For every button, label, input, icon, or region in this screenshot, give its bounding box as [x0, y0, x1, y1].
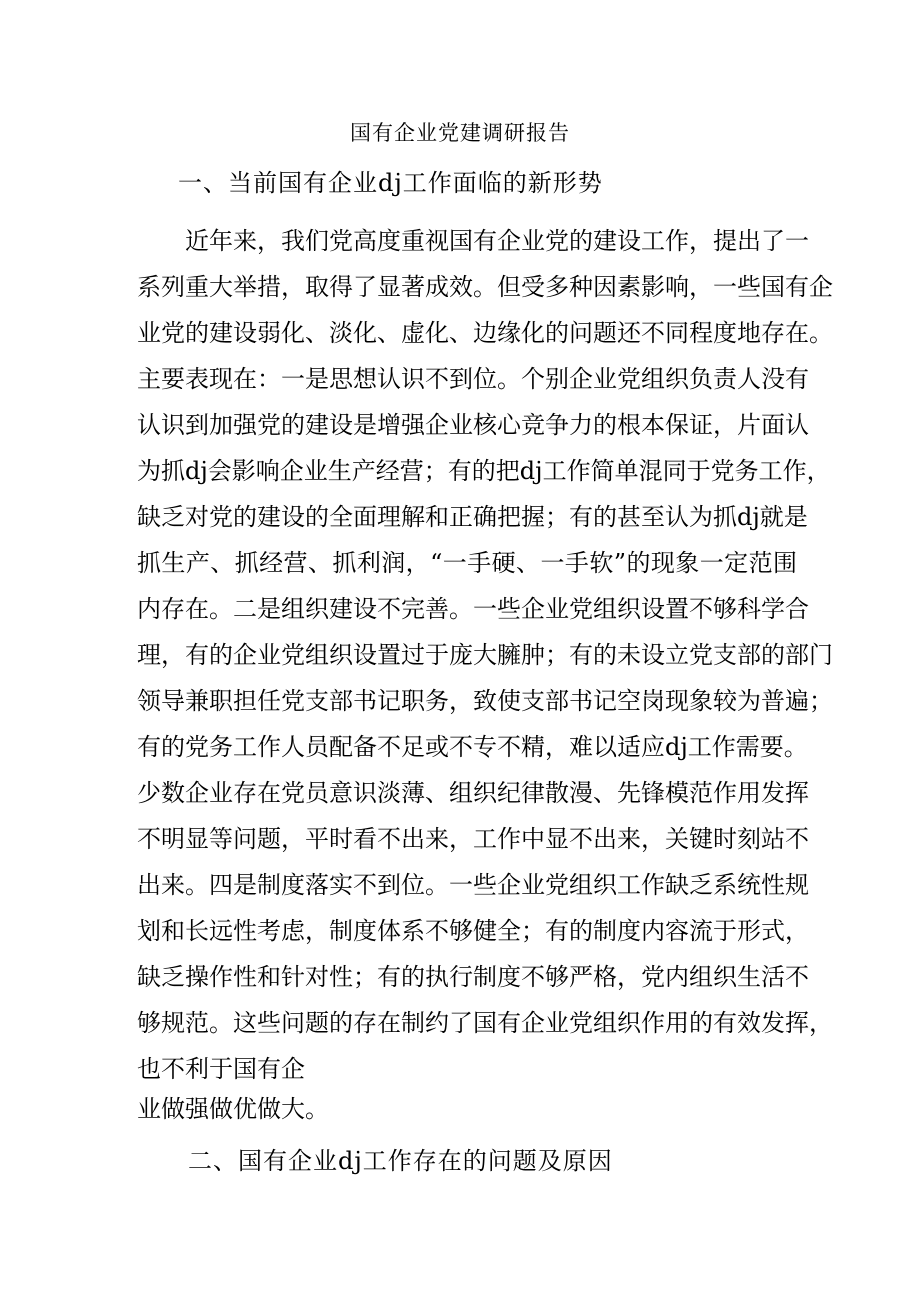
paragraph-line: 认识到加强党的建设是增强企业核心竞争力的根本保证，片面认	[137, 411, 809, 439]
paragraph-line: 也不利于国有企	[137, 1055, 305, 1083]
paragraph-line: 业做强做优做大。	[137, 1095, 329, 1123]
paragraph-line: 系列重大举措，取得了显著成效。但受多种因素影响，一些国有企	[137, 273, 833, 301]
paragraph-line: 有的党务工作人员配备不足或不专不精，难以适应dj工作需要。	[137, 733, 808, 761]
paragraph-line: 少数企业存在党员意识淡薄、组织纪律散漫、先锋模范作用发挥	[137, 779, 809, 807]
paragraph-line: 抓生产、抓经营、抓利润，“一手硬、一手软”的现象一定范围	[137, 549, 797, 577]
paragraph-line: 够规范。这些问题的存在制约了国有企业党组织作用的有效发挥，	[137, 1009, 833, 1037]
paragraph-line: 主要表现在：一是思想认识不到位。个别企业党组织负责人没有	[137, 365, 809, 393]
document-title: 国有企业党建调研报告	[350, 121, 570, 145]
paragraph-line: 业党的建设弱化、淡化、虚化、边缘化的问题还不同程度地存在。	[137, 319, 833, 347]
paragraph-line: 领导兼职担任党支部书记职务，致使支部书记空岗现象较为普遍；	[137, 687, 833, 715]
paragraph-line: 为抓dj会影响企业生产经营；有的把dj工作简单混同于党务工作，	[137, 457, 831, 485]
paragraph-line: 缺乏操作性和针对性；有的执行制度不够严格，党内组织生活不	[137, 963, 809, 991]
section-heading-2: 二、国有企业dj工作存在的问题及原因	[188, 1147, 613, 1175]
paragraph-line: 内存在。二是组织建设不完善。一些企业党组织设置不够科学合	[137, 595, 809, 623]
paragraph-line: 出来。四是制度落实不到位。一些企业党组织工作缺乏系统性规	[137, 871, 809, 899]
section-heading-1: 一、当前国有企业dj工作面临的新形势	[178, 169, 603, 197]
paragraph-line: 缺乏对党的建设的全面理解和正确把握；有的甚至认为抓dj就是	[137, 503, 808, 531]
paragraph-line: 划和长远性考虑，制度体系不够健全；有的制度内容流于形式，	[137, 917, 809, 945]
paragraph-line: 理，有的企业党组织设置过于庞大臃肿；有的未设立党支部的部门	[137, 641, 833, 669]
paragraph-line: 近年来，我们党高度重视国有企业党的建设工作，提出了一	[185, 227, 809, 255]
paragraph-line: 不明显等问题，平时看不出来，工作中显不出来，关键时刻站不	[137, 825, 809, 853]
